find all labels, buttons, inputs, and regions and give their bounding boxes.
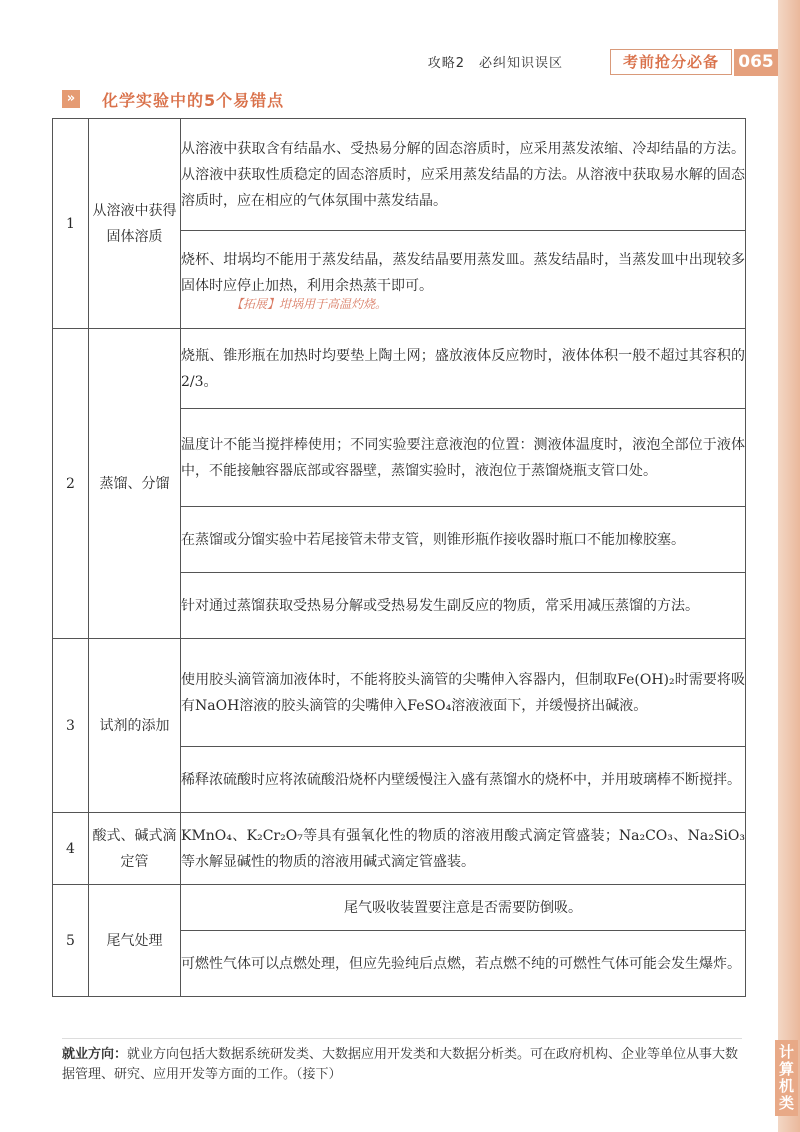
- row-cell: 温度计不能当搅拌棒使用；不同实验要注意液泡的位置：测液体温度时，液泡全部位于液体中，不能接触容器底部或容器壁，蒸馏实验时，液泡位于蒸馏烧瓶支管口处。: [181, 409, 746, 507]
- row-cell: 烧瓶、锥形瓶在加热时均要垫上陶土网；盛放液体反应物时，液体体积一般不超过其容积的2/3。: [181, 329, 746, 409]
- row-number: 3: [53, 639, 89, 813]
- row-cell-with-note: [181, 231, 746, 329]
- row-cell: 在蒸馏或分馏实验中若尾接管未带支管，则锥形瓶作接收器时瓶口不能加橡胶塞。: [181, 507, 746, 573]
- row-cell: KMnO₄、K₂Cr₂O₇等具有强氧化性的物质的溶液用酸式滴定管盛装；Na₂CO₃、Na₂SiO₃等水解显碱性的物质的溶液用碱式滴定管盛装。: [181, 813, 746, 885]
- table-row: [53, 639, 746, 747]
- row-topic: 酸式、碱式滴定管: [89, 813, 181, 885]
- row-cell: 从溶液中获取含有结晶水、受热易分解的固态溶质时，应采用蒸发浓缩、冷却结晶的方法。从溶液中获取性质稳定的固态溶质时，应采用蒸发结晶的方法。从溶液中获取易水解的固态溶质时，应在相应的气体氛围中蒸发结晶。: [181, 119, 746, 231]
- row-topic: 从溶液中获得固体溶质: [89, 119, 181, 329]
- breadcrumb: 攻略2 必纠知识误区: [427, 56, 563, 71]
- table-row: [53, 885, 746, 931]
- row-number: 2: [53, 329, 89, 639]
- row-cell-text: 烧杯、坩埚均不能用于蒸发结晶，蒸发结晶要用蒸发皿。蒸发结晶时，当蒸发皿中出现较多固体时应停止加热，利用余热蒸干即可。: [181, 251, 745, 294]
- table-row: [53, 329, 746, 409]
- table-row: [53, 119, 746, 231]
- row-cell: 稀释浓硫酸时应将浓硫酸沿烧杯内壁缓慢注入盛有蒸馏水的烧杯中，并用玻璃棒不断搅拌。: [181, 747, 746, 813]
- section-title: 化学实验中的5个易错点: [102, 91, 285, 110]
- row-number: 5: [53, 885, 89, 997]
- footer-text: 就业方向包括大数据系统研发类、大数据应用开发类和大数据分析类。可在政府机构、企业等单位从事大数据管理、研究、应用开发等方面的工作。（接下）: [62, 1047, 739, 1082]
- row-cell: 尾气吸收装置要注意是否需要防倒吸。: [181, 885, 746, 931]
- right-edge-band: [778, 0, 800, 1132]
- chapter-tag: 考前抢分必备: [610, 49, 732, 75]
- side-label: 计算机类: [775, 1040, 798, 1116]
- row-cell: 使用胶头滴管滴加液体时，不能将胶头滴管的尖嘴伸入容器内，但制取Fe(OH)₂时需要将吸有NaOH溶液的胶头滴管的尖嘴伸入FeSO₄溶液液面下，并缓慢挤出碱液。: [181, 639, 746, 747]
- row-topic: 尾气处理: [89, 885, 181, 997]
- row-number: 4: [53, 813, 89, 885]
- row-cell: 针对通过蒸馏获取受热易分解或受热易发生副反应的物质，常采用减压蒸馏的方法。: [181, 573, 746, 639]
- footer-note: [62, 1038, 742, 1085]
- handwritten-note: 【拓展】坩埚用于高温灼烧。: [231, 296, 388, 311]
- footer-label: 就业方向：: [62, 1047, 128, 1062]
- page-header: [0, 48, 778, 76]
- chevron-icon: »: [62, 90, 80, 108]
- row-topic: 试剂的添加: [89, 639, 181, 813]
- table-row: [53, 813, 746, 885]
- error-points-table: [52, 118, 746, 997]
- row-cell: 可燃性气体可以点燃处理，但应先验纯后点燃，若点燃不纯的可燃性气体可能会发生爆炸。: [181, 931, 746, 997]
- row-topic: 蒸馏、分馏: [89, 329, 181, 639]
- row-number: 1: [53, 119, 89, 329]
- page-number: 065: [734, 49, 778, 76]
